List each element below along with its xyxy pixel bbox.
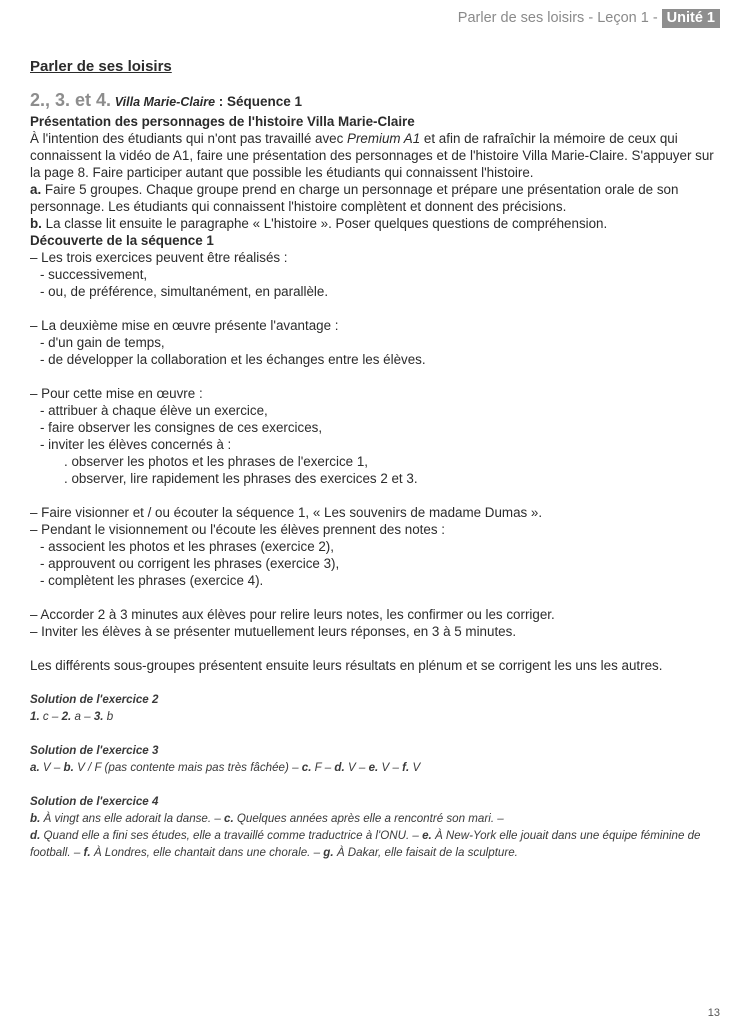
sequence-heading — [30, 90, 722, 113]
list-item: . observer les photos et les phrases de l'exercice 1, — [64, 454, 369, 469]
solution-ex2 — [30, 691, 722, 725]
presentation-title: Présentation des personnages de l'histoire Villa Marie-Claire — [30, 114, 415, 129]
unit-badge: Unité 1 — [662, 9, 720, 28]
list-item: - attribuer à chaque élève un exercice, — [40, 403, 268, 418]
seq-colon: : — [215, 94, 227, 109]
exercise-numbers: 2., 3. et 4. — [30, 90, 112, 110]
premium-a1: Premium A1 — [347, 131, 421, 146]
list-item: - de développer la collaboration et les échanges entre les élèves. — [40, 352, 426, 367]
solution-body: a. V – b. V / F (pas contente mais pas très fâchée) – c. F – d. V – e. V – f. V — [30, 761, 421, 774]
villa-title: Villa Marie-Claire — [114, 95, 216, 109]
sequence-label: Séquence 1 — [226, 94, 303, 109]
discovery-title: Découverte de la séquence 1 — [30, 233, 214, 248]
list-item: - inviter les élèves concernés à : — [40, 437, 232, 452]
page-number: 13 — [707, 1007, 720, 1019]
step-b: b. La classe lit ensuite le paragraphe « L'histoire ». Poser quelques questions de compréhension. — [30, 216, 608, 231]
list-item: – Faire visionner et / ou écouter la séquence 1, « Les souvenirs de madame Dumas ». — [30, 505, 543, 520]
list-item: – Pour cette mise en œuvre : — [30, 386, 203, 401]
solution-body: b. À vingt ans elle adorait la danse. – c. Quelques années après elle a rencontré son mari. – d. Quand elle a fini ses études, elle a travaillé comme traductrice à l'ONU. – e. À New-York elle jouait dans une équipe féminine de football. – f. À Londres, elle chantait dans une chorale. – g. À Dakar, elle faisait de la sculpture. — [30, 812, 701, 859]
list-item: – Inviter les élèves à se présenter mutuellement leurs réponses, en 3 à 5 minutes. — [30, 624, 517, 639]
list-item: – Pendant le visionnement ou l'écoute les élèves prennent des notes : — [30, 522, 445, 537]
solution-title: Solution de l'exercice 3 — [30, 744, 159, 757]
plenum-paragraph: Les différents sous-groupes présentent ensuite leurs résultats en plénum et se corrigent les uns les autres. — [30, 658, 663, 673]
solution-body: 1. c – 2. a – 3. b — [30, 710, 114, 723]
list-item: – La deuxième mise en œuvre présente l'avantage : — [30, 318, 339, 333]
lesson-label: Parler de ses loisirs - Leçon 1 - — [457, 10, 658, 26]
page-content — [30, 58, 722, 861]
presentation-intro: À l'intention des étudiants qui n'ont pas travaillé avec Premium A1 et afin de rafraîchir la mémoire de ceux qui connaissent la vidéo de A1, faire une présentation des personnages et de l'histoire Villa Marie-Claire. S'appuyer sur la page 8. Faire participer autant que possible les étudiants qui connaissent l'histoire. — [30, 131, 714, 180]
list-item: - successivement, — [40, 267, 148, 282]
solution-ex3 — [30, 742, 722, 776]
list-item: – Accorder 2 à 3 minutes aux élèves pour relire leurs notes, les confirmer ou les corriger. — [30, 607, 555, 622]
list-item: - faire observer les consignes de ces exercices, — [40, 420, 323, 435]
list-item: – Les trois exercices peuvent être réalisés : — [30, 250, 288, 265]
list-item: . observer, lire rapidement les phrases des exercices 2 et 3. — [64, 471, 418, 486]
solution-title: Solution de l'exercice 4 — [30, 795, 159, 808]
step-a: a. Faire 5 groupes. Chaque groupe prend en charge un personnage et prépare une présentation orale de son personnage. Les étudiants qui connaissent l'histoire complètent et donnent des précisions. — [30, 182, 679, 214]
list-item: - associent les photos et les phrases (exercice 2), — [40, 539, 334, 554]
list-item: - ou, de préférence, simultanément, en parallèle. — [40, 284, 329, 299]
list-item: - d'un gain de temps, — [40, 335, 165, 350]
list-item: - complètent les phrases (exercice 4). — [40, 573, 264, 588]
page-header — [458, 9, 720, 28]
section-title: Parler de ses loisirs — [30, 58, 172, 75]
solution-ex4 — [30, 793, 722, 861]
list-item: - approuvent ou corrigent les phrases (exercice 3), — [40, 556, 340, 571]
solution-title: Solution de l'exercice 2 — [30, 693, 159, 706]
